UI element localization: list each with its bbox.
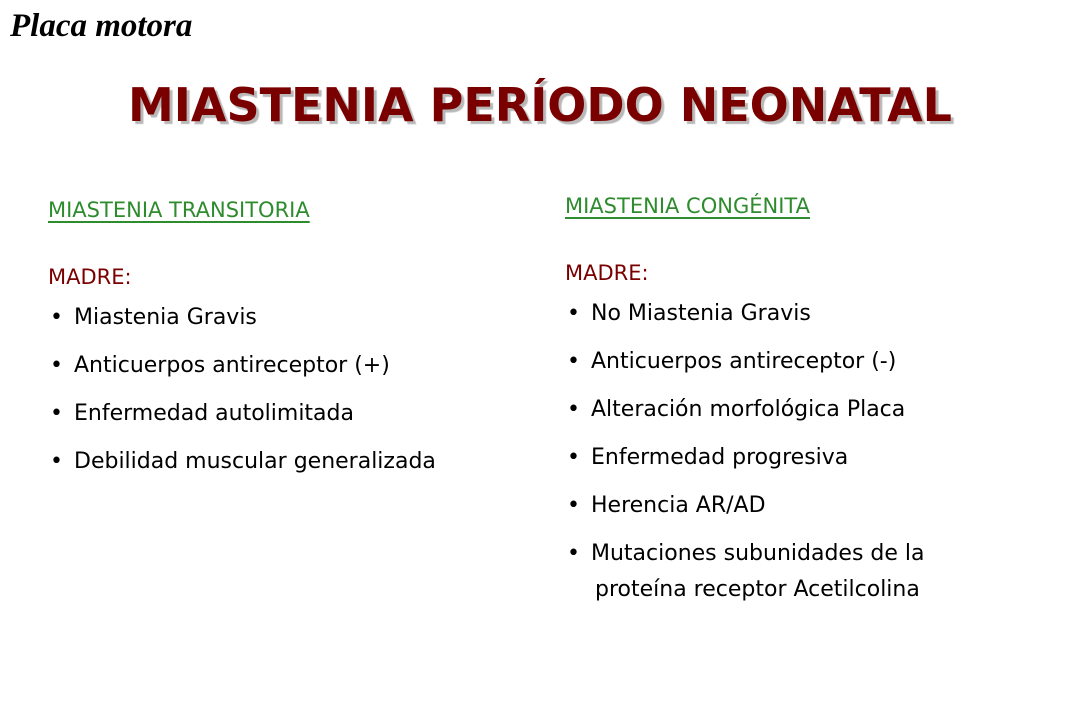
list-item-text: Anticuerpos antireceptor (+)	[74, 353, 390, 378]
list-item-text: Enfermedad autolimitada	[74, 401, 354, 426]
list-item-text: Herencia AR/AD	[591, 493, 766, 518]
list-item	[48, 352, 528, 379]
list-item-text: Debilidad muscular generalizada	[74, 449, 436, 474]
right-column-subheading: MADRE:	[565, 261, 649, 285]
left-column-heading: MIASTENIA TRANSITORIA	[48, 198, 310, 222]
bullet-icon: •	[567, 397, 580, 422]
list-item-continuation: proteína receptor Acetilcolina	[595, 577, 920, 602]
left-column	[48, 197, 528, 496]
bullet-icon: •	[567, 445, 580, 470]
bullet-icon: •	[50, 449, 63, 474]
right-column	[565, 193, 1065, 624]
right-column-heading: MIASTENIA CONGÉNITA	[565, 194, 810, 218]
list-item	[565, 492, 1065, 519]
right-bullet-list	[565, 300, 1065, 603]
section-label: Placa motora	[10, 8, 193, 44]
list-item	[48, 400, 528, 427]
slide-title: MIASTENIA PERÍODO NEONATAL	[127, 78, 952, 132]
list-item	[565, 348, 1065, 375]
list-item	[565, 300, 1065, 327]
left-column-subheading: MADRE:	[48, 265, 132, 289]
list-item-text: Mutaciones subunidades de la	[591, 541, 925, 566]
list-item	[48, 304, 528, 331]
list-item-text: Enfermedad progresiva	[591, 445, 849, 470]
bullet-icon: •	[50, 305, 63, 330]
list-item-text: Alteración morfológica Placa	[591, 397, 906, 422]
list-item	[565, 444, 1065, 471]
list-item-text: No Miastenia Gravis	[591, 301, 811, 326]
bullet-icon: •	[567, 493, 580, 518]
list-item-text: Miastenia Gravis	[74, 305, 257, 330]
bullet-icon: •	[50, 353, 63, 378]
bullet-icon: •	[567, 301, 580, 326]
bullet-icon: •	[567, 349, 580, 374]
bullet-icon: •	[50, 401, 63, 426]
left-bullet-list	[48, 304, 528, 475]
list-item	[565, 540, 1065, 603]
list-item	[565, 396, 1065, 423]
list-item-text: Anticuerpos antireceptor (-)	[591, 349, 897, 374]
bullet-icon: •	[567, 541, 580, 566]
list-item	[48, 448, 528, 475]
